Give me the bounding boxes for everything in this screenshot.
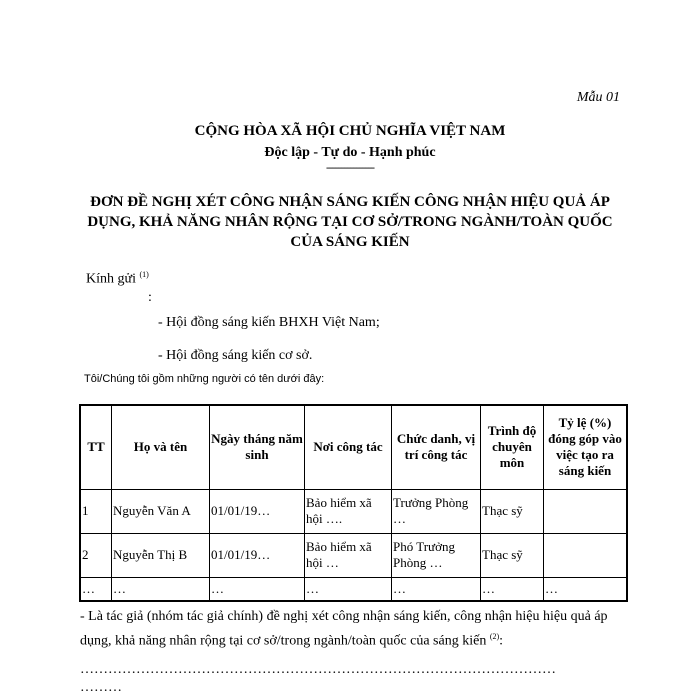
column-header: Chức danh, vị trí công tác — [392, 405, 481, 489]
table-cell: … — [210, 577, 305, 601]
table-cell: Bảo hiểm xã hội …. — [305, 489, 392, 533]
table-cell: … — [544, 577, 628, 601]
document-title-line-2: DỤNG, KHẢ NĂNG NHÂN RỘNG TẠI CƠ SỞ/TRONG NGÀNH/TOÀN QUỐC — [87, 214, 613, 230]
statement-footnote-marker: (2) — [489, 632, 500, 641]
national-motto: Độc lập - Tự do - Hạnh phúc — [264, 145, 436, 160]
table-cell: Nguyễn Văn A — [112, 489, 210, 533]
table-cell: … — [80, 577, 112, 601]
table-row — [80, 533, 627, 577]
table-cell: … — [305, 577, 392, 601]
greeting-footnote-marker: (1) — [139, 270, 149, 279]
table-cell: 01/01/19… — [210, 533, 305, 577]
statement-colon: : — [499, 633, 504, 649]
column-header: Nơi công tác — [305, 405, 392, 489]
table-row — [80, 489, 627, 533]
greeting — [86, 270, 149, 288]
author-statement — [80, 607, 640, 652]
intro-text: Tôi/Chúng tôi gồm những người có tên dưới đây: — [84, 373, 325, 385]
column-header: Trình độ chuyên môn — [481, 405, 544, 489]
document-title-line-3: CỦA SÁNG KIẾN — [290, 234, 410, 250]
greeting-text: Kính gửi — [86, 271, 136, 287]
recipient-item: - Hội đồng sáng kiến BHXH Việt Nam; — [158, 315, 380, 330]
column-header: Họ và tên — [112, 405, 210, 489]
fill-in-line: ……… — [80, 680, 122, 695]
header-divider: ---------------- — [326, 160, 374, 174]
table-cell: Trưởng Phòng … — [392, 489, 481, 533]
document-title-line-1: ĐƠN ĐỀ NGHỊ XÉT CÔNG NHẬN SÁNG KIẾN CÔNG NHẬN HIỆU QUẢ ÁP — [90, 194, 610, 210]
greeting-colon: : — [148, 290, 152, 305]
fill-in-line: ………………………………………………………………………………………… — [80, 662, 556, 677]
table-cell: Thạc sỹ — [481, 533, 544, 577]
table-cell: 1 — [80, 489, 112, 533]
column-header: TT — [80, 405, 112, 489]
column-header: Ngày tháng năm sinh — [210, 405, 305, 489]
table-row — [80, 577, 627, 601]
national-title: CỘNG HÒA XÃ HỘI CHỦ NGHĨA VIỆT NAM — [194, 123, 506, 139]
author-statement-text: - Là tác giả (nhóm tác giả chính) đề nghị xét công nhận sáng kiến, công nhận hiệu hiệu quả áp dụng, khả năng nhân rộng tại cơ sở/trong ngành/toàn quốc của sáng kiến — [80, 609, 608, 649]
authors-table — [79, 404, 628, 602]
table-cell — [544, 533, 628, 577]
table-cell: Bảo hiểm xã hội … — [305, 533, 392, 577]
column-header: Tỷ lệ (%) đóng góp vào việc tạo ra sáng kiến — [544, 405, 628, 489]
document-title — [0, 192, 700, 252]
table-cell: Phó Trưởng Phòng … — [392, 533, 481, 577]
table-cell: Thạc sỹ — [481, 489, 544, 533]
recipient-item: - Hội đồng sáng kiến cơ sở. — [158, 348, 313, 363]
table-cell: 01/01/19… — [210, 489, 305, 533]
table-cell: … — [481, 577, 544, 601]
table-cell — [544, 489, 628, 533]
table-cell: … — [112, 577, 210, 601]
table-cell: … — [392, 577, 481, 601]
table-cell: Nguyễn Thị B — [112, 533, 210, 577]
form-code: Mẫu 01 — [576, 90, 620, 105]
table-cell: 2 — [80, 533, 112, 577]
table-header-row — [80, 405, 627, 489]
